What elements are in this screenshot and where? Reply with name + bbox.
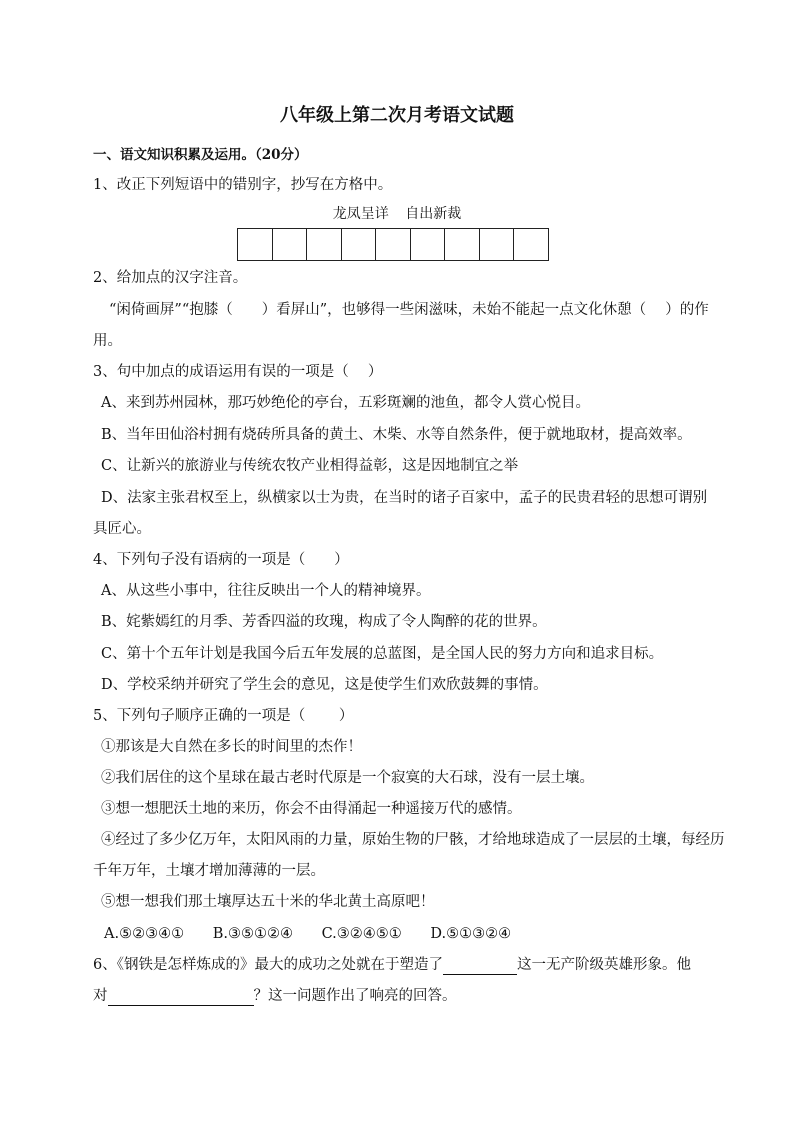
question-4-stem: 4、下列句子没有语病的一项是（ ） xyxy=(93,552,349,568)
question-5-option-d: D.⑤①③②④ xyxy=(430,926,512,942)
question-4-option-b: B、姹紫嫣红的月季、芳香四溢的玫瑰，构成了令人陶醉的花的世界。 xyxy=(101,614,547,630)
answer-cell[interactable] xyxy=(514,229,549,260)
question-4-option-c: C、第十个五年计划是我国今后五年发展的总蓝图，是全国人民的努力方向和追求目标。 xyxy=(101,646,664,662)
question-6-text-2: 这一无产阶级英雄形象。他 xyxy=(516,957,691,973)
question-6-text-1: 6、《钢铁是怎样炼成的》最大的成功之处就在于塑造了 xyxy=(93,957,443,973)
question-3-option-d: D、法家主张君权至上，纵横家以士为贵，在当时的诸子百家中，孟子的民贵君轻的思想可谓别 xyxy=(101,490,708,506)
phrase-2: 自出新裁 xyxy=(405,206,462,222)
phrase-1: 龙凤呈详 xyxy=(332,206,389,222)
section-heading: 一、语文知识积累及运用。（20分） xyxy=(93,147,308,163)
question-5-sentence-4-cont: 千年万年，土壤才增加薄薄的一层。 xyxy=(93,863,325,879)
question-5-option-c: C.③②④⑤① xyxy=(321,926,402,942)
question-6-line-2 xyxy=(93,986,698,1006)
question-1-phrases xyxy=(0,204,794,224)
question-1-stem: 1、改正下列短语中的错别字，抄写在方格中。 xyxy=(93,177,393,193)
question-3-stem: 3、句中加点的成语运用有误的一项是（ ） xyxy=(93,364,383,380)
answer-cell[interactable] xyxy=(238,229,273,260)
question-5-options xyxy=(104,924,698,944)
question-5-option-b: B.③⑤①②④ xyxy=(212,926,293,942)
question-3-option-b: B、当年田仙浴村拥有烧砖所具备的黄土、木柴、水等自然条件，便于就地取材，提高效率。 xyxy=(101,427,692,443)
question-6-text-4: ？这一问题作出了响亮的回答。 xyxy=(253,988,457,1004)
fill-blank-1[interactable] xyxy=(443,958,517,975)
question-5-stem: 5、下列句子顺序正确的一项是（ ） xyxy=(93,708,354,724)
question-6-line-1 xyxy=(93,955,698,975)
question-3-option-c: C、让新兴的旅游业与传统农牧产业相得益彰，这是因地制宜之举 xyxy=(101,458,519,474)
answer-cell[interactable] xyxy=(376,229,411,260)
question-6-text-3: 对 xyxy=(93,988,108,1004)
question-5-sentence-4: ④经过了多少亿万年，太阳风雨的力量，原始生物的尸骸，才给地球造成了一层层的土壤，每经历 xyxy=(101,832,725,848)
question-4-option-d: D、学校采纳并研究了学生会的意见，这是使学生们欢欣鼓舞的事情。 xyxy=(101,677,548,693)
question-5-sentence-2: ②我们居住的这个星球在最古老时代原是一个寂寞的大石球，没有一层土壤。 xyxy=(101,770,594,786)
question-2-text-cont: 用。 xyxy=(93,333,122,349)
question-5-sentence-3: ③想一想肥沃土地的来历，你会不由得涌起一种遥接万代的感情。 xyxy=(101,801,522,817)
question-2-text: “闲倚画屏”“抱膝（ ）看屏山”，也够得一些闲滋味，未始不能起一点文化休憩（ ）的作 xyxy=(109,302,709,318)
question-5-sentence-5: ⑤想一想我们那土壤厚达五十米的华北黄土高原吧！ xyxy=(101,894,435,910)
answer-cell[interactable] xyxy=(273,229,308,260)
question-2-stem: 2、给加点的汉字注音。 xyxy=(93,270,248,286)
answer-cell[interactable] xyxy=(480,229,515,260)
question-4-option-a: A、从这些小事中，往往反映出一个人的精神境界。 xyxy=(101,583,431,599)
answer-cell[interactable] xyxy=(411,229,446,260)
question-5-sentence-1: ①那该是大自然在多长的时间里的杰作！ xyxy=(101,739,362,755)
question-3-option-d-cont: 具匠心。 xyxy=(93,521,151,537)
question-5-option-a: A.⑤②③④① xyxy=(104,926,185,942)
page-title: 八年级上第二次月考语文试题 xyxy=(280,105,514,126)
fill-blank-2[interactable] xyxy=(108,989,254,1006)
answer-cell[interactable] xyxy=(307,229,342,260)
answer-cell[interactable] xyxy=(342,229,377,260)
answer-grid xyxy=(237,228,549,261)
answer-cell[interactable] xyxy=(445,229,480,260)
question-3-option-a: A、来到苏州园林，那巧妙绝伦的亭台，五彩斑斓的池鱼，都令人赏心悦目。 xyxy=(101,395,590,411)
